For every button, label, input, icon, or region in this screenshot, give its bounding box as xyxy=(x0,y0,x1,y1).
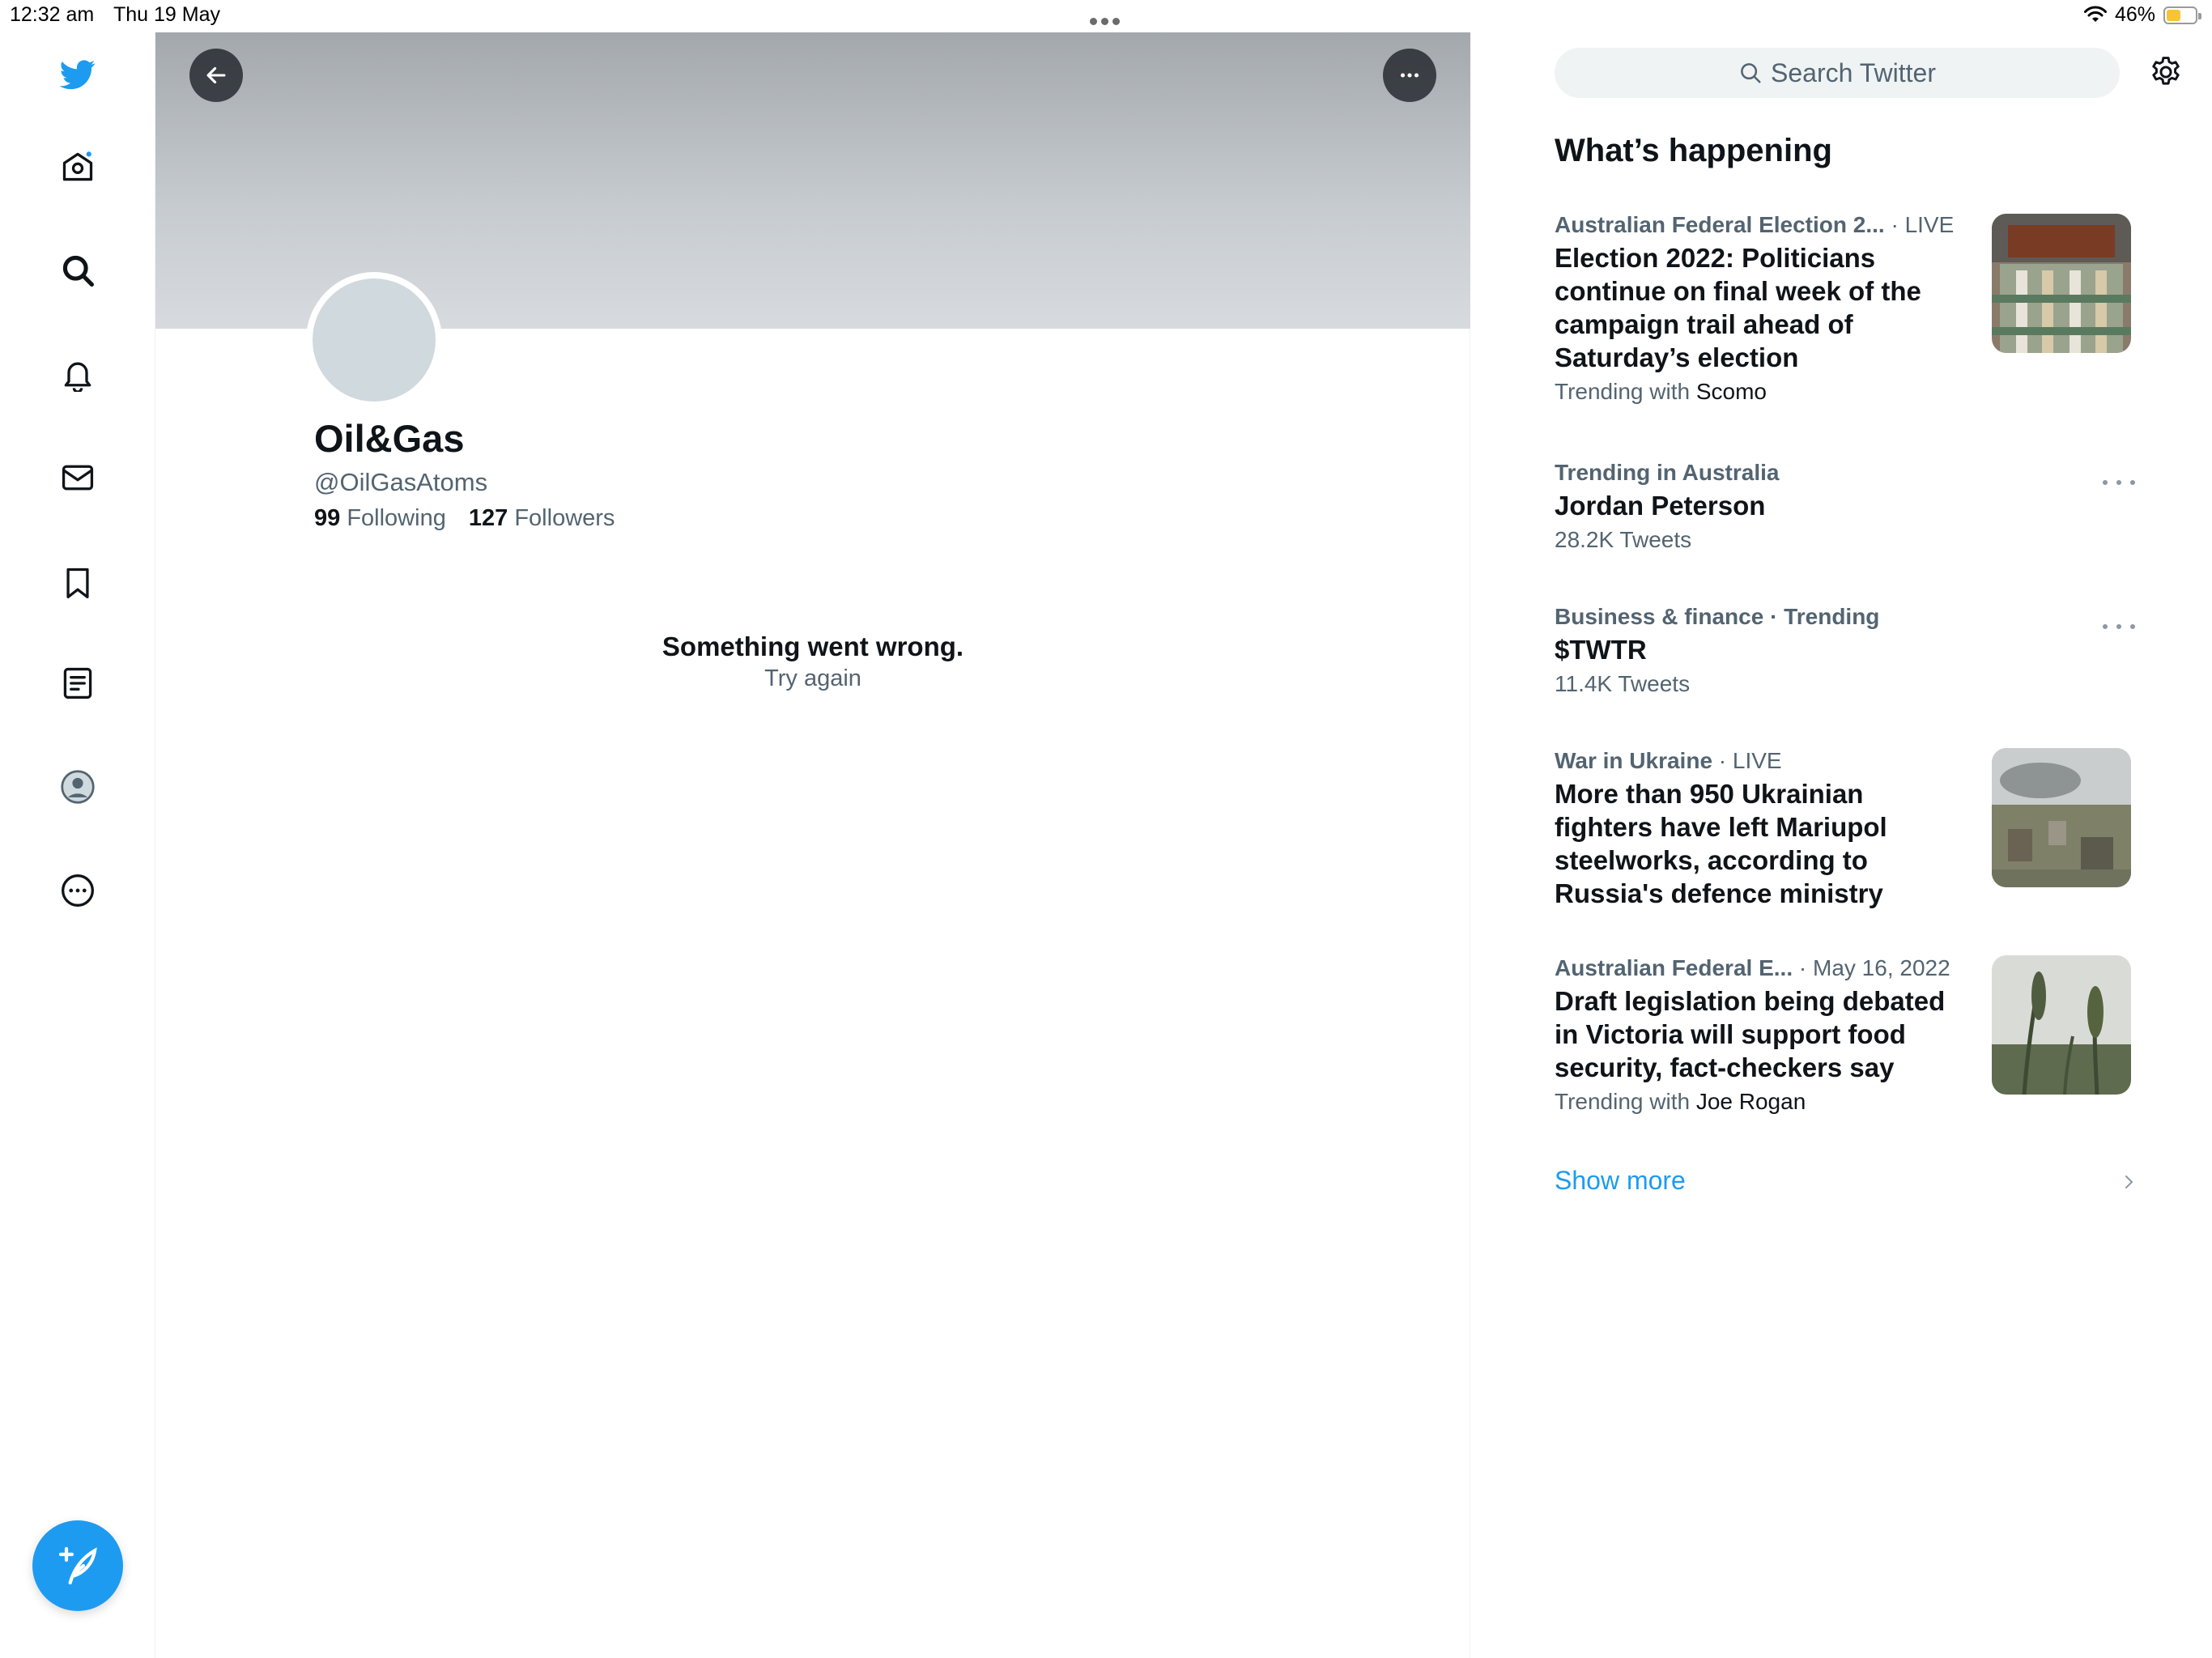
compose-feather-icon xyxy=(55,1543,100,1588)
trend-tag: · LIVE xyxy=(1891,212,1955,237)
trend-image-city[interactable] xyxy=(1992,748,2131,887)
followers-count: 127 xyxy=(468,505,508,531)
profile-name: Oil&Gas xyxy=(314,417,465,460)
wifi-icon xyxy=(2083,5,2108,24)
status-date: Thu 19 May xyxy=(113,3,221,26)
explore-icon[interactable] xyxy=(53,246,102,295)
messages-icon[interactable] xyxy=(53,453,102,502)
bookmarks-icon[interactable] xyxy=(53,559,102,607)
followers-link[interactable] xyxy=(469,505,615,531)
trend-sub-prefix: Trending with xyxy=(1555,1089,1691,1114)
show-more-link[interactable]: Show more xyxy=(1555,1166,1686,1195)
following-label: Following xyxy=(347,505,446,531)
chevron-right-icon[interactable] xyxy=(2119,1172,2138,1192)
trend-item[interactable] xyxy=(1555,604,2138,697)
trend-tag: · May 16, 2022 xyxy=(1798,955,1950,980)
trend-more-button[interactable] xyxy=(2103,619,2135,635)
gear-icon xyxy=(2148,54,2184,90)
twitter-logo-icon[interactable] xyxy=(53,50,102,99)
trend-category: Australian Federal E... xyxy=(1555,955,1793,980)
right-sidebar xyxy=(1471,32,2212,1658)
left-navigation xyxy=(0,32,155,1658)
profile-icon[interactable] xyxy=(53,763,102,811)
profile-column xyxy=(155,32,1470,1658)
battery-percent: 46% xyxy=(2115,3,2156,26)
status-time: 12:32 am xyxy=(10,3,95,26)
followers-label: Followers xyxy=(514,505,615,531)
trend-category: Trending in Australia xyxy=(1555,460,1780,485)
trend-category: War in Ukraine xyxy=(1555,748,1713,773)
back-arrow-icon xyxy=(202,62,230,89)
profile-avatar-frame xyxy=(306,272,442,408)
status-bar xyxy=(0,0,2212,32)
following-count: 99 xyxy=(314,505,341,531)
section-title: What’s happening xyxy=(1555,133,1832,168)
back-button[interactable] xyxy=(189,49,243,102)
try-again-link[interactable]: Try again xyxy=(764,665,861,691)
search-input[interactable] xyxy=(1555,48,2120,98)
trend-image-wheat[interactable] xyxy=(1992,955,2131,1095)
trend-tweet-count: 28.2K Tweets xyxy=(1555,527,1692,552)
search-placeholder: Search Twitter xyxy=(1771,57,1936,87)
trend-tag: · LIVE xyxy=(1718,748,1782,773)
trend-headline: Jordan Peterson xyxy=(1555,491,1766,521)
trend-item[interactable] xyxy=(1555,460,2138,553)
notifications-icon[interactable] xyxy=(53,350,102,398)
trend-headline: Election 2022: Politicians continue on final week of the campaign trail ahead of Saturday’s election xyxy=(1555,243,1921,372)
profile-more-button[interactable] xyxy=(1383,49,1436,102)
trend-image-parliament[interactable] xyxy=(1992,214,2131,353)
error-message: Something went wrong. xyxy=(661,631,964,661)
more-icon[interactable] xyxy=(53,866,102,915)
compose-tweet-button[interactable] xyxy=(32,1520,123,1611)
search-icon xyxy=(1738,61,1763,85)
trend-sub-prefix: Trending with xyxy=(1555,379,1691,404)
home-icon[interactable] xyxy=(53,142,102,191)
trend-headline: Draft legislation being debated in Victoria will support food security, fact-checkers say xyxy=(1555,986,1946,1082)
multitasking-dots-icon[interactable] xyxy=(1090,15,1127,23)
profile-handle: @OilGasAtoms xyxy=(314,468,488,496)
battery-icon xyxy=(2163,6,2197,24)
settings-button[interactable] xyxy=(2146,52,2186,92)
trend-sub-with: Scomo xyxy=(1695,379,1767,404)
trend-headline: $TWTR xyxy=(1555,635,1647,665)
lists-icon[interactable] xyxy=(53,659,102,708)
following-link[interactable] xyxy=(314,505,446,531)
avatar[interactable] xyxy=(313,278,436,402)
ellipsis-icon xyxy=(1396,62,1423,89)
trend-tweet-count: 11.4K Tweets xyxy=(1555,671,1691,696)
trend-category: Business & finance · Trending xyxy=(1555,604,1880,629)
trend-headline: More than 950 Ukrainian fighters have left Mariupol steelworks, according to Russia's defence ministry xyxy=(1555,779,1887,908)
trend-sub-with: Joe Rogan xyxy=(1695,1089,1806,1114)
profile-stats xyxy=(314,505,631,532)
trend-more-button[interactable] xyxy=(2103,474,2135,491)
trend-category: Australian Federal Election 2... xyxy=(1555,212,1885,237)
